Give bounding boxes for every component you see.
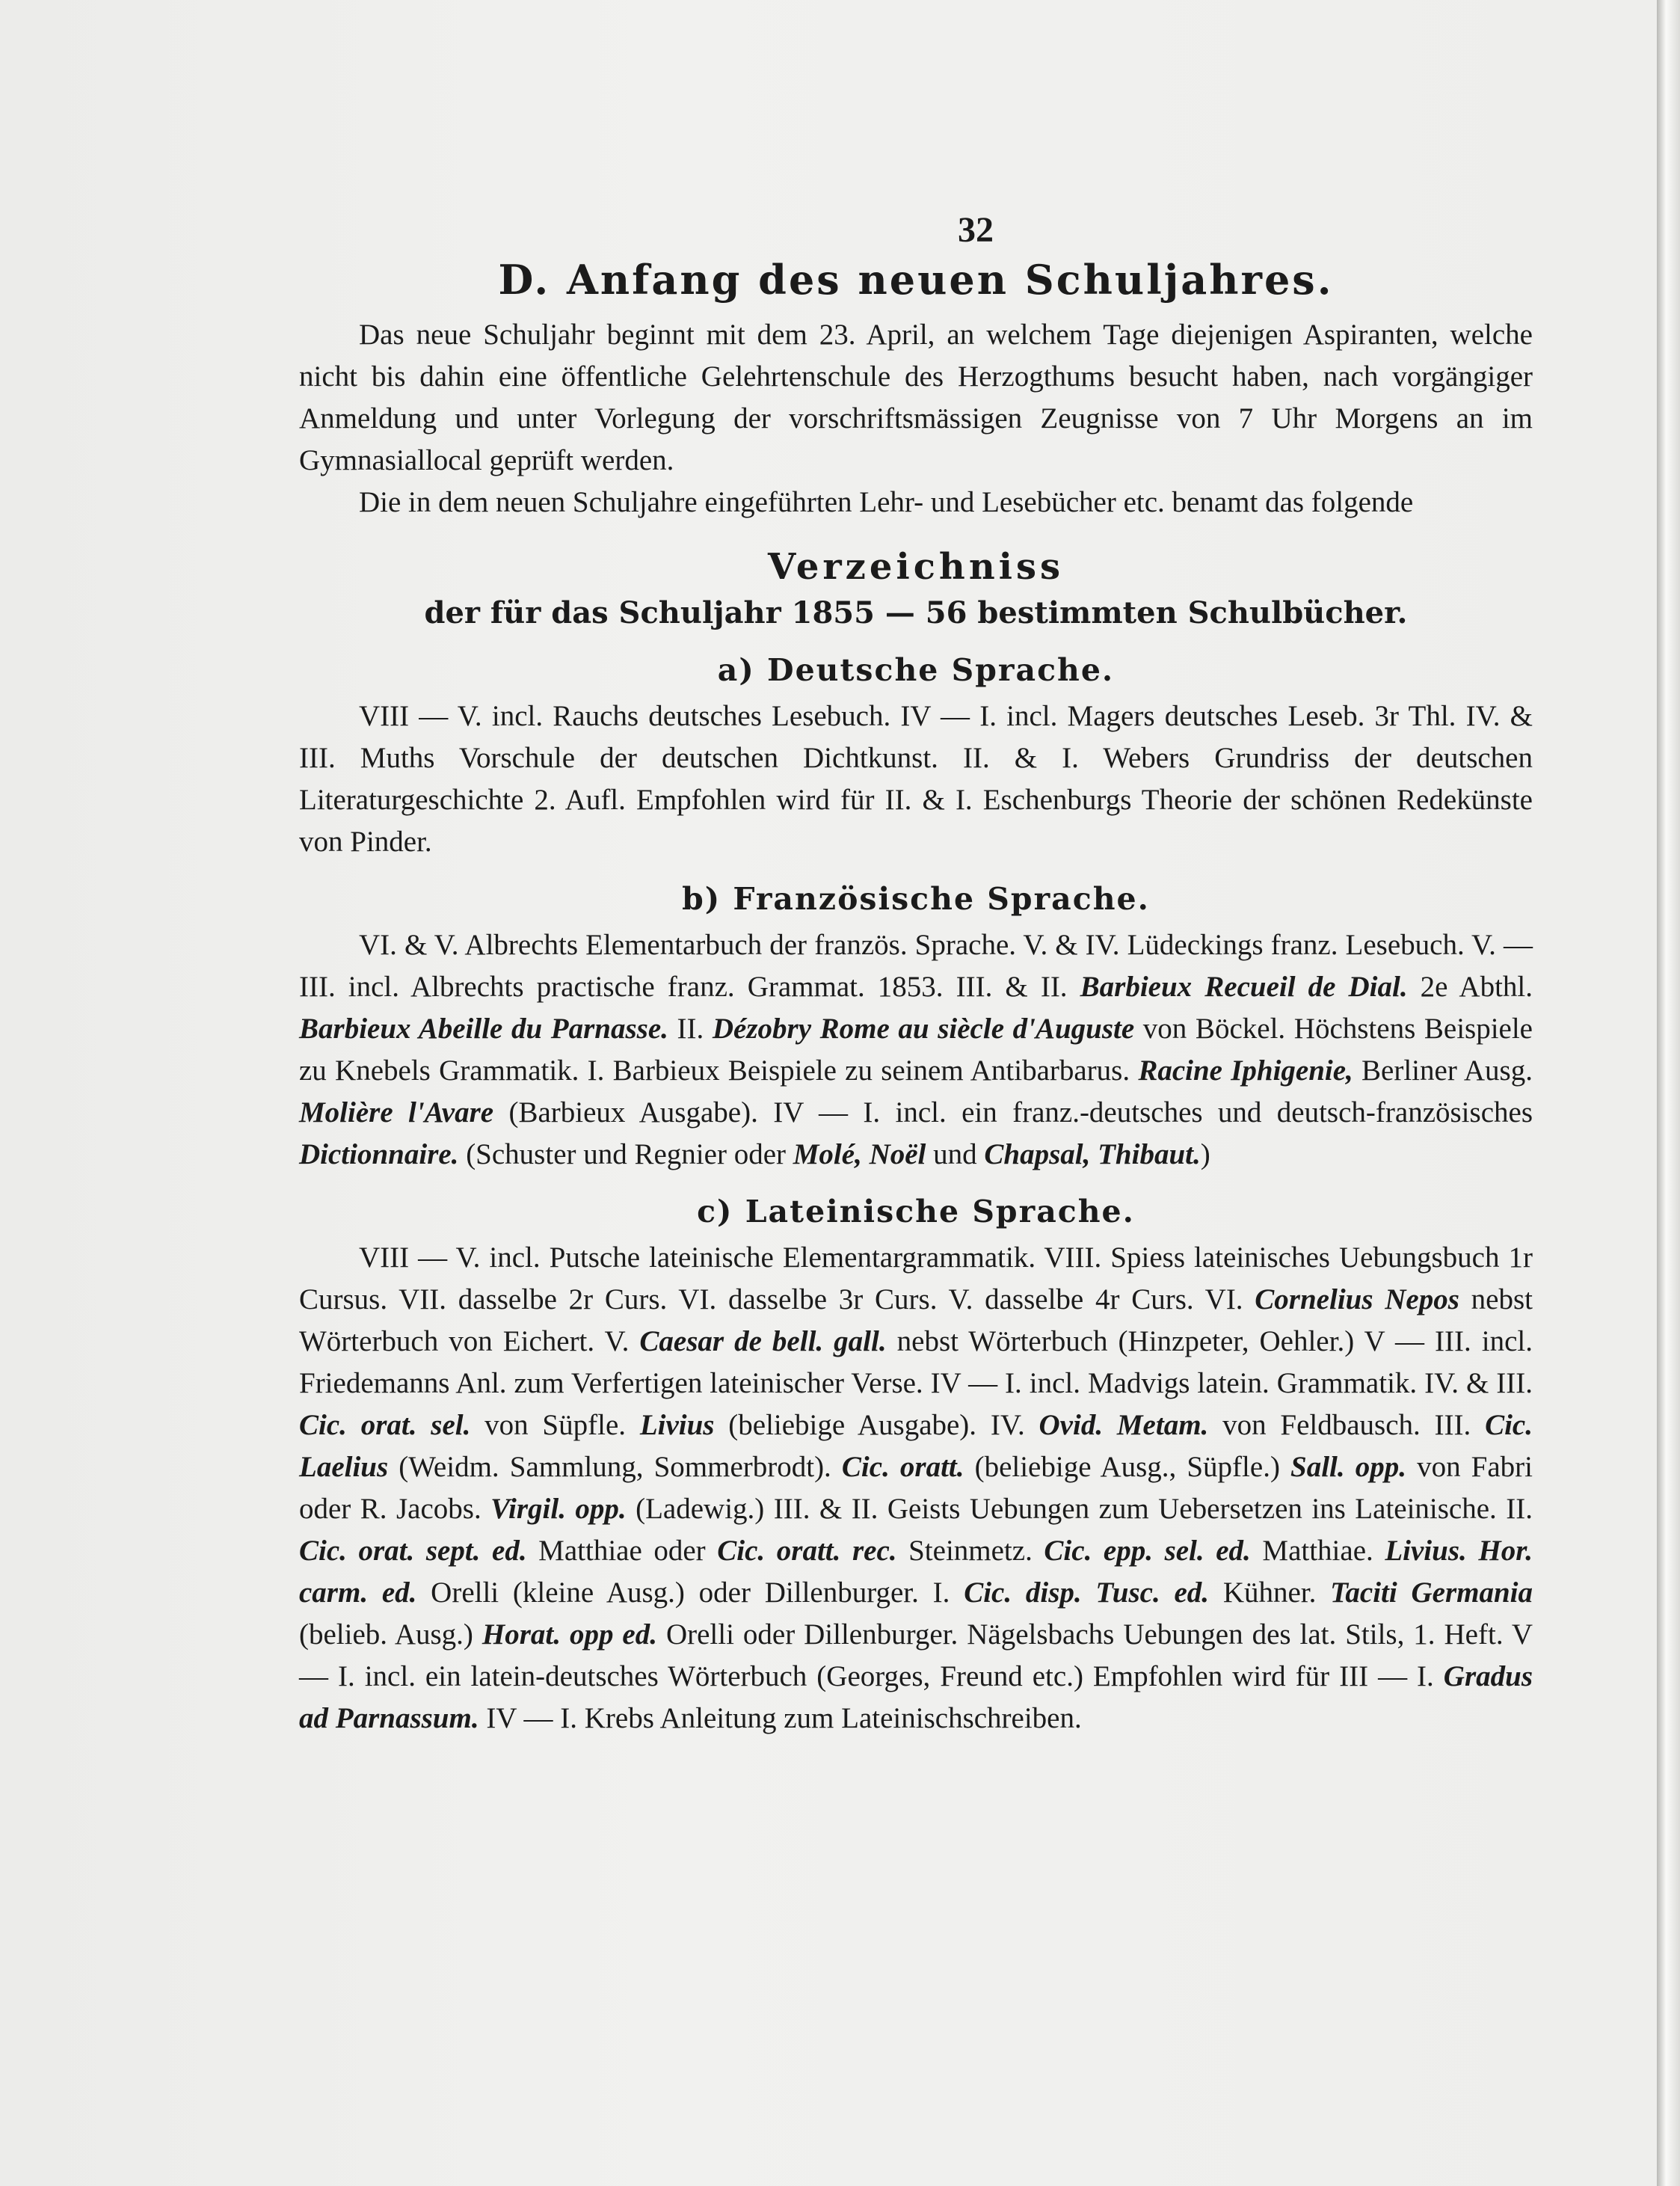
book-title: Cornelius Nepos [1255,1283,1459,1315]
book-title: Taciti Germania [1330,1576,1533,1609]
text-run: Berliner Ausg. [1353,1054,1533,1087]
book-title: Molière l'Avare [299,1096,494,1129]
book-title: Chapsal, Thibaut. [984,1138,1201,1170]
book-title: Cic. Laelius [299,1409,1533,1483]
verzeichnis-subtitle: der für das Schuljahr 1855 — 56 bestimmten Schulbücher. [424,595,1408,630]
intro-paragraph: Das neue Schuljahr beginnt mit dem 23. April, an welchem Tage diejenigen Aspiranten, welche nicht bis dahin eine öffentliche Gelehrtenschule des Herzogthums besucht haben, nach vorgängiger Anmeldung und unter Vorlegung der vorschriftsmässigen Zeugnisse von 7 Uhr Morgens an im Gymnasiallocal geprüft werden. [299,319,1533,476]
book-title: Racine Iphigenie, [1138,1054,1353,1087]
text-run: ) [1200,1138,1210,1170]
book-title: Livius [639,1409,715,1441]
text-run: nebst Wörterbuch (Hinzpeter, Oehler.) V — III. incl. Friedemanns Anl. zum Verfertigen lateinischer Verse. IV — I. incl. Madvigs latein. Grammatik. IV. & III. [299,1325,1533,1399]
book-title: Livius. Hor. carm. ed. [299,1535,1533,1609]
text-run: Steinmetz. [896,1535,1044,1567]
text-run: nebst Wörterbuch von Eichert. V. [299,1283,1533,1357]
section-text-latein [299,1237,1533,1740]
page-number: 32 [958,210,994,250]
text-run: Orelli oder Dillenburger. Nägelsbachs Uebungen des lat. Stils, 1. Heft. V — I. incl. ein latein-deutsches Wörterbuch (Georges, Freund etc.) Empfohlen wird für III — I. [299,1618,1533,1692]
book-title: Caesar de bell. gall. [639,1325,887,1357]
text-run: von Fabri oder R. Jacobs. [299,1451,1533,1525]
book-title: Barbieux Abeille du Parnasse. [299,1013,668,1045]
section-heading-latein: c) Lateinische Sprache. [697,1194,1135,1229]
book-title: Ovid. Metam. [1039,1409,1209,1441]
book-title: Cic. disp. Tusc. ed. [964,1576,1210,1609]
book-title: Cic. oratt. [841,1451,964,1483]
section-heading: D. Anfang des neuen Schuljahres. [498,256,1334,304]
text-run: Matthiae. [1250,1535,1385,1567]
text-run: (Ladewig.) III. & II. Geists Uebungen zum Uebersetzen ins Lateinische. II. [626,1493,1533,1525]
section-text-deutsch: VIII — V. incl. Rauchs deutsches Lesebuch. IV — I. incl. Magers deutsches Leseb. 3r Thl. IV. & III. Muths Vorschule der deutschen Dichtkunst. II. & I. Webers Grundriss der deutschen Literaturgeschichte 2. Aufl. Empfohlen wird für II. & I. Eschenburgs Theorie der schönen Redekünste von Pinder. [299,700,1533,858]
text-run: Orelli (kleine Ausg.) oder Dillenburger. I. [416,1576,964,1609]
verzeichnis-title: Verzeichniss [768,546,1064,588]
text-run: IV — I. Krebs Anleitung zum Lateinischschreiben. [479,1702,1082,1734]
section-heading-franzoesisch: b) Französische Sprache. [682,881,1150,917]
book-title: Horat. opp ed. [481,1618,657,1651]
text-run: Kühner. [1209,1576,1331,1609]
book-title: Cic. epp. sel. ed. [1044,1535,1251,1567]
text-run: (Schuster und Regnier oder [458,1138,793,1170]
book-title: Virgil. opp. [490,1493,627,1525]
text-run: von Süpfle. [470,1409,640,1441]
section-heading-deutsch: a) Deutsche Sprache. [717,652,1115,688]
text-run: (beliebige Ausg., Süpfle.) [964,1451,1291,1483]
text-run: Matthiae oder [526,1535,718,1567]
text-run: II. [668,1013,713,1045]
section-text-franzoesisch [299,924,1533,1176]
book-title: Cic. orat. sel. [299,1409,471,1441]
text-run: (Weidm. Sammlung, Sommerbrodt). [388,1451,842,1483]
text-run: (beliebige Ausgabe). IV. [714,1409,1039,1441]
book-title: Barbieux Recueil de Dial. [1080,971,1408,1003]
book-title: Dictionnaire. [299,1138,459,1170]
book-title: Sall. opp. [1290,1451,1406,1483]
text-run: 2e Abthl. [1407,971,1533,1003]
book-title: Cic. oratt. rec. [717,1535,897,1567]
book-title: Gradus ad Parnassum. [299,1660,1533,1734]
text-run: von Böckel. Höchstens Beispiele zu Knebels Grammatik. I. Barbieux Beispiele zu seinem Antibarbarus. [299,1013,1533,1087]
text-run: von Feldbausch. III. [1208,1409,1486,1441]
text-run: (belieb. Ausg.) [299,1618,482,1651]
text-run: VIII — V. incl. Putsche lateinische Elementargrammatik. VIII. Spiess lateinisches Uebungsbuch 1r Cursus. VII. dasselbe 2r Curs. VI. dasselbe 3r Curs. V. dasselbe 4r Curs. VI. [299,1241,1533,1315]
document-body [299,209,1533,1740]
lead-paragraph: Die in dem neuen Schuljahre eingeführten Lehr- und Lesebücher etc. benamt das folgende [359,486,1414,518]
text-run: (Barbieux Ausgabe). IV — I. incl. ein franz.-deutsches und deutsch-französisches [493,1096,1533,1129]
page-edge [1657,0,1680,2186]
book-title: Molé, Noël [793,1138,926,1170]
book-title: Cic. orat. sept. ed. [299,1535,527,1567]
text-run: VI. & V. Albrechts Elementarbuch der französ. Sprache. V. & IV. Lüdeckings franz. Lesebuch. V. — III. incl. Albrechts practische franz. Grammat. 1853. III. & II. [299,929,1533,1003]
text-run: und [926,1138,985,1170]
book-title: Dézobry Rome au siècle d'Auguste [712,1013,1135,1045]
